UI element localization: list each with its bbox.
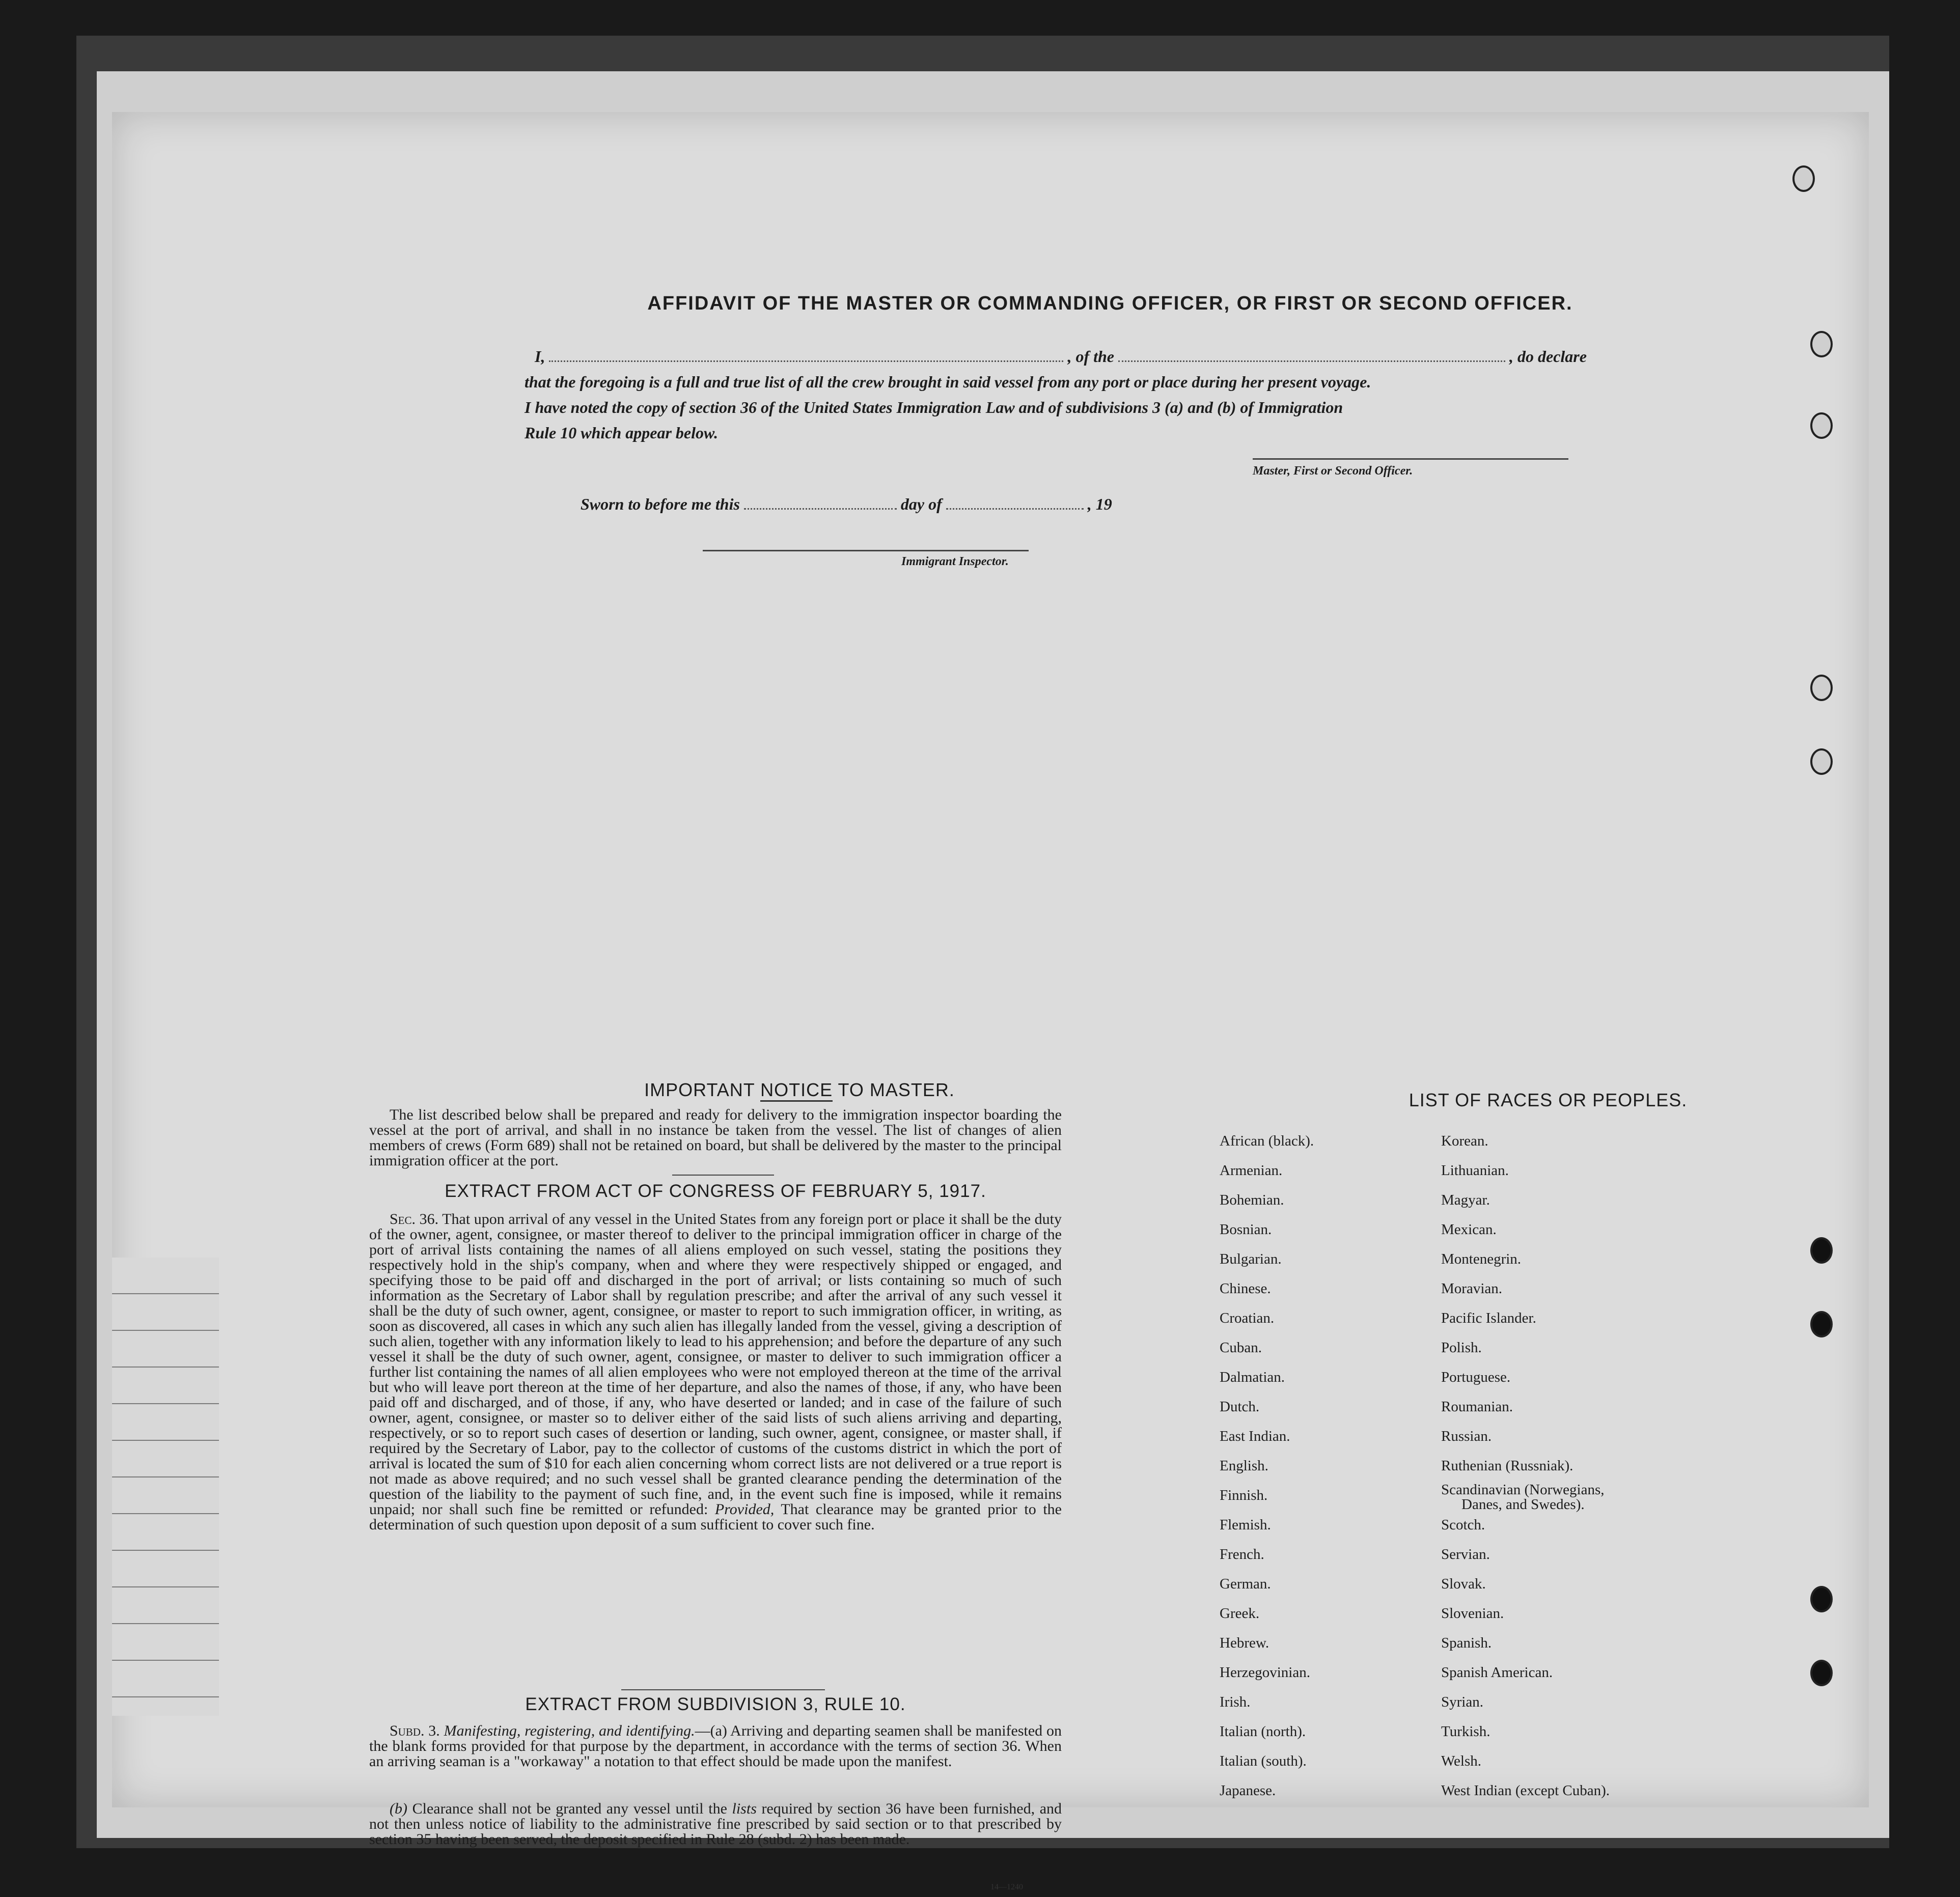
race-item: Croatian. — [1220, 1310, 1275, 1326]
race-item: Lithuanian. — [1441, 1162, 1509, 1179]
document-page — [112, 112, 1869, 1891]
affidavit-i: I, — [535, 347, 545, 366]
race-item: Hebrew. — [1220, 1635, 1269, 1651]
para-b-text-2: required by section 36 have been furnished, and not then unless notice of liability to the administrative fine prescribed by said section or to that prescribed by section 35 having been served, the deposit specified in Rule 28 (subd. 2) has been made. — [369, 1800, 1062, 1848]
para-a-label: —(a) — [695, 1722, 727, 1739]
year-prefix: , 19 — [1087, 495, 1112, 513]
day-of-text: day of — [900, 495, 942, 513]
notice-text: The list described below shall be prepared and ready for delivery to the immigration inspector boarding the vessel at the port of arrival, and shall in no instance be taken from the vessel. The list of changes of alien members of crews (Form 689) shall not be retained on board, but shall be delivered by the master to the principal immigration officer at the port. — [369, 1106, 1062, 1169]
race-item: Servian. — [1441, 1546, 1490, 1563]
divider — [621, 1689, 825, 1690]
form-number: 14—1240 — [990, 1883, 1023, 1891]
act-section-36-text — [369, 1212, 1062, 1532]
race-item: Scandinavian (Norwegians, — [1441, 1482, 1605, 1498]
affidavit-line-3: I have noted the copy of section 36 of the United States Immigration Law and of subdivisions 3 (a) and (b) of Immigration — [524, 398, 1343, 416]
race-item: Mexican. — [1441, 1221, 1497, 1238]
race-item: Finnish. — [1220, 1487, 1268, 1503]
master-name-field[interactable] — [549, 347, 1063, 362]
ledger-paper-edge — [112, 1258, 219, 1716]
sworn-statement — [581, 495, 1112, 514]
notice-title-word: TO MASTER. — [838, 1079, 955, 1100]
race-item: Pacific Islander. — [1441, 1310, 1536, 1326]
proviso-text: That clearance may be granted prior to the determination of such question upon deposit of a sum sufficient to cover such fine. — [369, 1501, 1062, 1533]
rule-extract-heading: EXTRACT FROM SUBDIVISION 3, RULE 10. — [525, 1694, 906, 1714]
binder-hole-icon — [1810, 675, 1833, 701]
race-item: English. — [1220, 1458, 1268, 1474]
race-item: Portuguese. — [1441, 1369, 1511, 1385]
race-item: Greek. — [1220, 1605, 1260, 1622]
race-item: Herzegovinian. — [1220, 1664, 1310, 1681]
race-item: Dalmatian. — [1220, 1369, 1285, 1385]
races-title: LIST OF RACES OR PEOPLES. — [1409, 1090, 1688, 1110]
race-item: Slovenian. — [1441, 1605, 1504, 1622]
race-item: Ruthenian (Russniak). — [1441, 1458, 1573, 1474]
binder-hole-icon — [1810, 1660, 1833, 1686]
para-a-text: Arriving and departing seamen shall be manifested on the blank forms provided for that purpose by the department, in accordance with the terms of section 36. When an arriving seaman is a "workaway" a notation to that effect should be made upon the manifest. — [369, 1722, 1062, 1770]
affidavit-line-2: that the foregoing is a full and true list of all the crew brought in said vessel from any port or place during her present voyage. — [524, 373, 1371, 391]
races-right-column — [1441, 1126, 1610, 1805]
race-item: West Indian (except Cuban). — [1441, 1782, 1610, 1799]
act-extract-heading: EXTRACT FROM ACT OF CONGRESS OF FEBRUARY 5, 1917. — [445, 1181, 986, 1201]
para-b-text-1: Clearance shall not be granted any vessel until the — [412, 1800, 727, 1817]
affidavit-line-4: Rule 10 which appear below. — [524, 424, 719, 442]
race-item: Chinese. — [1220, 1280, 1271, 1297]
race-item: Korean. — [1441, 1133, 1488, 1149]
rule-para-a — [369, 1723, 1062, 1769]
race-item: Dutch. — [1220, 1399, 1260, 1415]
notice-title — [468, 1079, 1130, 1101]
affidavit-declaration-line — [535, 347, 1587, 366]
vessel-name-field[interactable] — [1118, 347, 1505, 362]
races-left-column — [1220, 1126, 1314, 1805]
race-item: Bosnian. — [1220, 1221, 1272, 1238]
race-item: French. — [1220, 1546, 1264, 1563]
inspector-signature-line[interactable] — [703, 550, 1029, 551]
subd-title: Manifesting, registering, and identifying. — [444, 1722, 695, 1739]
race-item: Bulgarian. — [1220, 1251, 1282, 1267]
sworn-text: Sworn to before me this — [581, 495, 740, 513]
race-item: Armenian. — [1220, 1162, 1283, 1179]
master-signature-line[interactable] — [1253, 458, 1568, 460]
para-b-label: (b) — [390, 1800, 407, 1817]
affidavit-declare: , do declare — [1509, 347, 1587, 366]
notice-title-word: IMPORTANT — [644, 1079, 755, 1100]
race-item: Slovak. — [1441, 1576, 1486, 1592]
race-item: German. — [1220, 1576, 1271, 1592]
binder-hole-icon — [1810, 1586, 1833, 1612]
race-item: Cuban. — [1220, 1340, 1262, 1356]
race-item: Spanish American. — [1441, 1664, 1553, 1681]
divider — [672, 1175, 774, 1176]
master-signature-caption: Master, First or Second Officer. — [1253, 464, 1413, 478]
affidavit-title: AFFIDAVIT OF THE MASTER OR COMMANDING OFFICER, OR FIRST OR SECOND OFFICER. — [647, 293, 1573, 314]
binder-hole-icon — [1810, 412, 1833, 439]
binder-hole-icon — [1810, 1311, 1833, 1337]
binder-hole-icon — [1792, 165, 1815, 192]
race-item: Turkish. — [1441, 1723, 1490, 1740]
race-item: Polish. — [1441, 1340, 1482, 1356]
race-item: Montenegrin. — [1441, 1251, 1522, 1267]
section-label: Sec. 36. — [390, 1211, 439, 1228]
race-item: Bohemian. — [1220, 1192, 1284, 1208]
inspector-caption: Immigrant Inspector. — [901, 555, 1009, 568]
race-item: Syrian. — [1441, 1694, 1483, 1710]
race-item: Magyar. — [1441, 1192, 1490, 1208]
binder-hole-icon — [1810, 331, 1833, 357]
para-b-lists: lists — [732, 1800, 757, 1817]
binder-hole-icon — [1810, 1237, 1833, 1264]
race-item: Roumanian. — [1441, 1399, 1513, 1415]
race-item: Irish. — [1220, 1694, 1251, 1710]
race-item: Italian (south). — [1220, 1753, 1307, 1769]
race-item: East Indian. — [1220, 1428, 1290, 1444]
rule-para-b — [369, 1801, 1062, 1847]
race-item: Spanish. — [1441, 1635, 1492, 1651]
affidavit-of-the: , of the — [1067, 347, 1114, 366]
section-36-body: That upon arrival of any vessel in the United States from any foreign port or place it shall be the duty of the owner, agent, consignee, or master thereof to deliver to the principal immigration officer in charge of the port of arrival lists containing the names of all aliens employed on such vessel, stating the positions they respectively hold in the ship's company, when and where they were respectively shipped or engaged, and specifying those to be paid off and discharged in the port of arrival; or lists containing so much of such information as the Secretary of Labor shall by regulation prescribe; and after the arrival of any such vessel it shall be the duty of such owner, agent, consignee, or master to report to such immigration officer, in writing, as soon as discovered, all cases in which any such alien has illegally landed from the vessel, giving a description of such alien, together with any information likely to lead to his apprehension; and before the departure of any such vessel it shall be the duty of such owner, agent, consignee, or master to deliver to such immigration officer a further list containing the names of all alien employees who were not employed thereon at the time of the arrival but who will leave port thereon at the time of her departure, and also the names of those, if any, who have been paid off and discharged, and of those, if any, who have deserted or landed; and in case of the failure of such owner, agent, consignee, or master so to deliver either of the said lists of such aliens arriving and departing, respectively, or so to report such cases of desertion or landing, such owner, agent, consignee, or master shall, if required by the Secretary of Labor, pay to the collector of customs of the customs district in which the port of arrival is located the sum of $10 for each alien concerning whom correct lists are not delivered or a true report is not made as above required; and no such vessel shall be granted clearance pending the determination of the question of the liability to the payment of such fine, and, in the event such fine is imposed, while it remains unpaid; nor shall such fine be remitted or refunded: — [369, 1211, 1062, 1518]
race-item: Danes, and Swedes). — [1461, 1496, 1585, 1513]
sworn-day-field[interactable] — [744, 495, 897, 510]
race-item: Italian (north). — [1220, 1723, 1306, 1740]
race-item: Russian. — [1441, 1428, 1492, 1444]
race-item: Japanese. — [1220, 1782, 1276, 1799]
race-item: Scotch. — [1441, 1517, 1485, 1533]
binder-hole-icon — [1810, 748, 1833, 775]
notice-title-underlined: NOTICE — [760, 1079, 833, 1102]
race-item: African (black). — [1220, 1133, 1314, 1149]
subd-label: Subd. 3. — [390, 1722, 440, 1739]
race-item: Welsh. — [1441, 1753, 1482, 1769]
race-item: Flemish. — [1220, 1517, 1271, 1533]
proviso-label: Provided, — [714, 1501, 775, 1518]
sworn-month-field[interactable] — [946, 495, 1084, 510]
race-item: Moravian. — [1441, 1280, 1502, 1297]
